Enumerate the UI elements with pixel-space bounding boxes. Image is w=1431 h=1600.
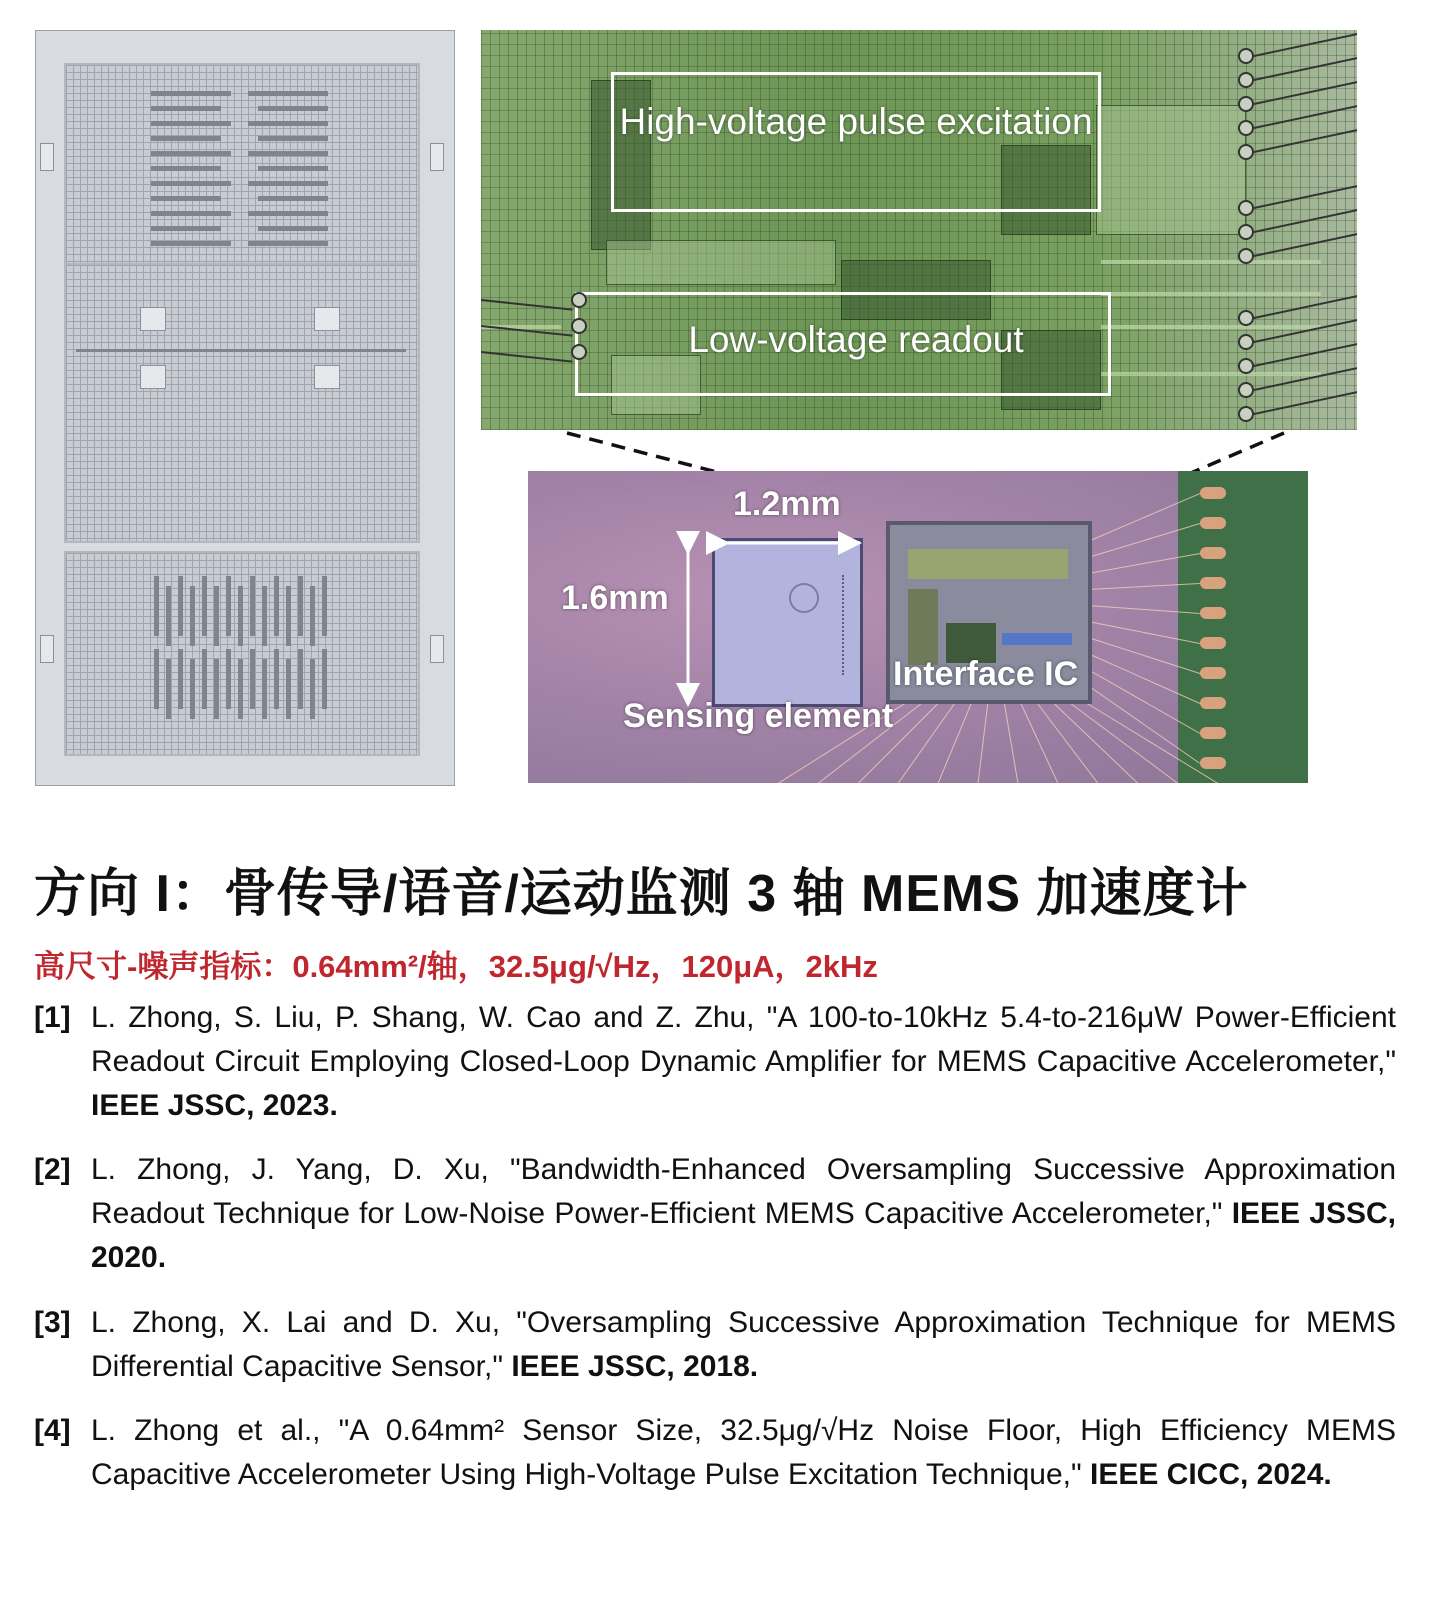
reference-body [91,1148,1396,1280]
package-photo [528,471,1308,783]
reference-item [34,1301,1396,1389]
comb-finger [226,576,231,636]
comb-finger [250,649,255,709]
sensing-element-label: Sensing element [623,697,894,735]
reference-body [91,996,1396,1128]
reference-venue: IEEE CICC, 2024. [1089,1458,1332,1491]
width-label: 1.2mm [733,485,841,523]
comb-finger [286,586,291,646]
comb-finger [262,659,267,719]
reference-item [34,996,1396,1128]
comb-finger [298,649,303,709]
comb-finger [274,649,279,709]
comb-finger [310,659,315,719]
page-heading: 方向 I：骨传导/语音/运动监测 3 轴 MEMS 加速度计 [34,865,1249,923]
reference-number: [1] [34,1001,71,1034]
reference-body [91,1409,1396,1497]
reference-number: [3] [34,1306,71,1339]
comb-finger [190,586,195,646]
comb-finger [202,576,207,636]
comb-finger [166,586,171,646]
comb-finger [238,659,243,719]
comb-finger [238,586,243,646]
comb-finger [214,586,219,646]
reference-venue: IEEE JSSC, 2018. [511,1350,759,1383]
comb-finger [154,649,159,709]
interface-ic-label: Interface IC [893,655,1079,693]
spec-subheading: 高尺寸-噪声指标：0.64mm²/轴，32.5μg/√Hz，120μA，2kHz [34,949,878,984]
comb-finger [298,576,303,636]
comb-finger [226,649,231,709]
comb-finger [154,576,159,636]
comb-finger [166,659,171,719]
comb-finger [178,649,183,709]
comb-finger [202,649,207,709]
reference-venue: IEEE JSSC, 2023. [91,1089,338,1122]
reference-venue: IEEE JSSC, 2020. [91,1197,1396,1274]
comb-finger [262,586,267,646]
comb-finger [286,659,291,719]
dimension-arrows [528,471,1308,783]
comb-finger [274,576,279,636]
proof-mass-bottom [64,551,420,756]
side-pad [40,635,54,663]
comb-finger [322,576,327,636]
low-voltage-label: Low-voltage readout [688,319,1024,360]
reference-text: L. Zhong et al., "A 0.64mm² Sensor Size, 32.5μg/√Hz Noise Floor, High Efficiency MEMS Capacitive Accelerometer Using High-Voltage Pulse Excitation Technique," [91,1414,1396,1491]
zoom-connector [0,0,1431,520]
reference-text: L. Zhong, X. Lai and D. Xu, "Oversampling Successive Approximation Technique for MEMS Differential Capacitive Sensor," [91,1306,1396,1383]
reference-text: L. Zhong, J. Yang, D. Xu, "Bandwidth-Enhanced Oversampling Successive Approximation Readout Technique for Low-Noise Power-Efficient MEMS Capacitive Accelerometer," [91,1153,1396,1230]
reference-text: L. Zhong, S. Liu, P. Shang, W. Cao and Z. Zhu, "A 100-to-10kHz 5.4-to-216μW Power-Efficient Readout Circuit Employing Closed-Loop Dynamic Amplifier for MEMS Capacitive Accelerometer," [91,1001,1396,1078]
comb-finger [250,576,255,636]
comb-finger [190,659,195,719]
comb-finger [310,586,315,646]
reference-item [34,1148,1396,1280]
reference-item [34,1409,1396,1497]
reference-number: [4] [34,1414,71,1447]
comb-finger [214,659,219,719]
comb-finger [322,649,327,709]
high-voltage-label: High-voltage pulse excitation [619,101,1093,142]
reference-body [91,1301,1396,1389]
height-label: 1.6mm [561,579,669,617]
comb-finger [178,576,183,636]
reference-number: [2] [34,1153,71,1186]
side-pad [430,635,444,663]
